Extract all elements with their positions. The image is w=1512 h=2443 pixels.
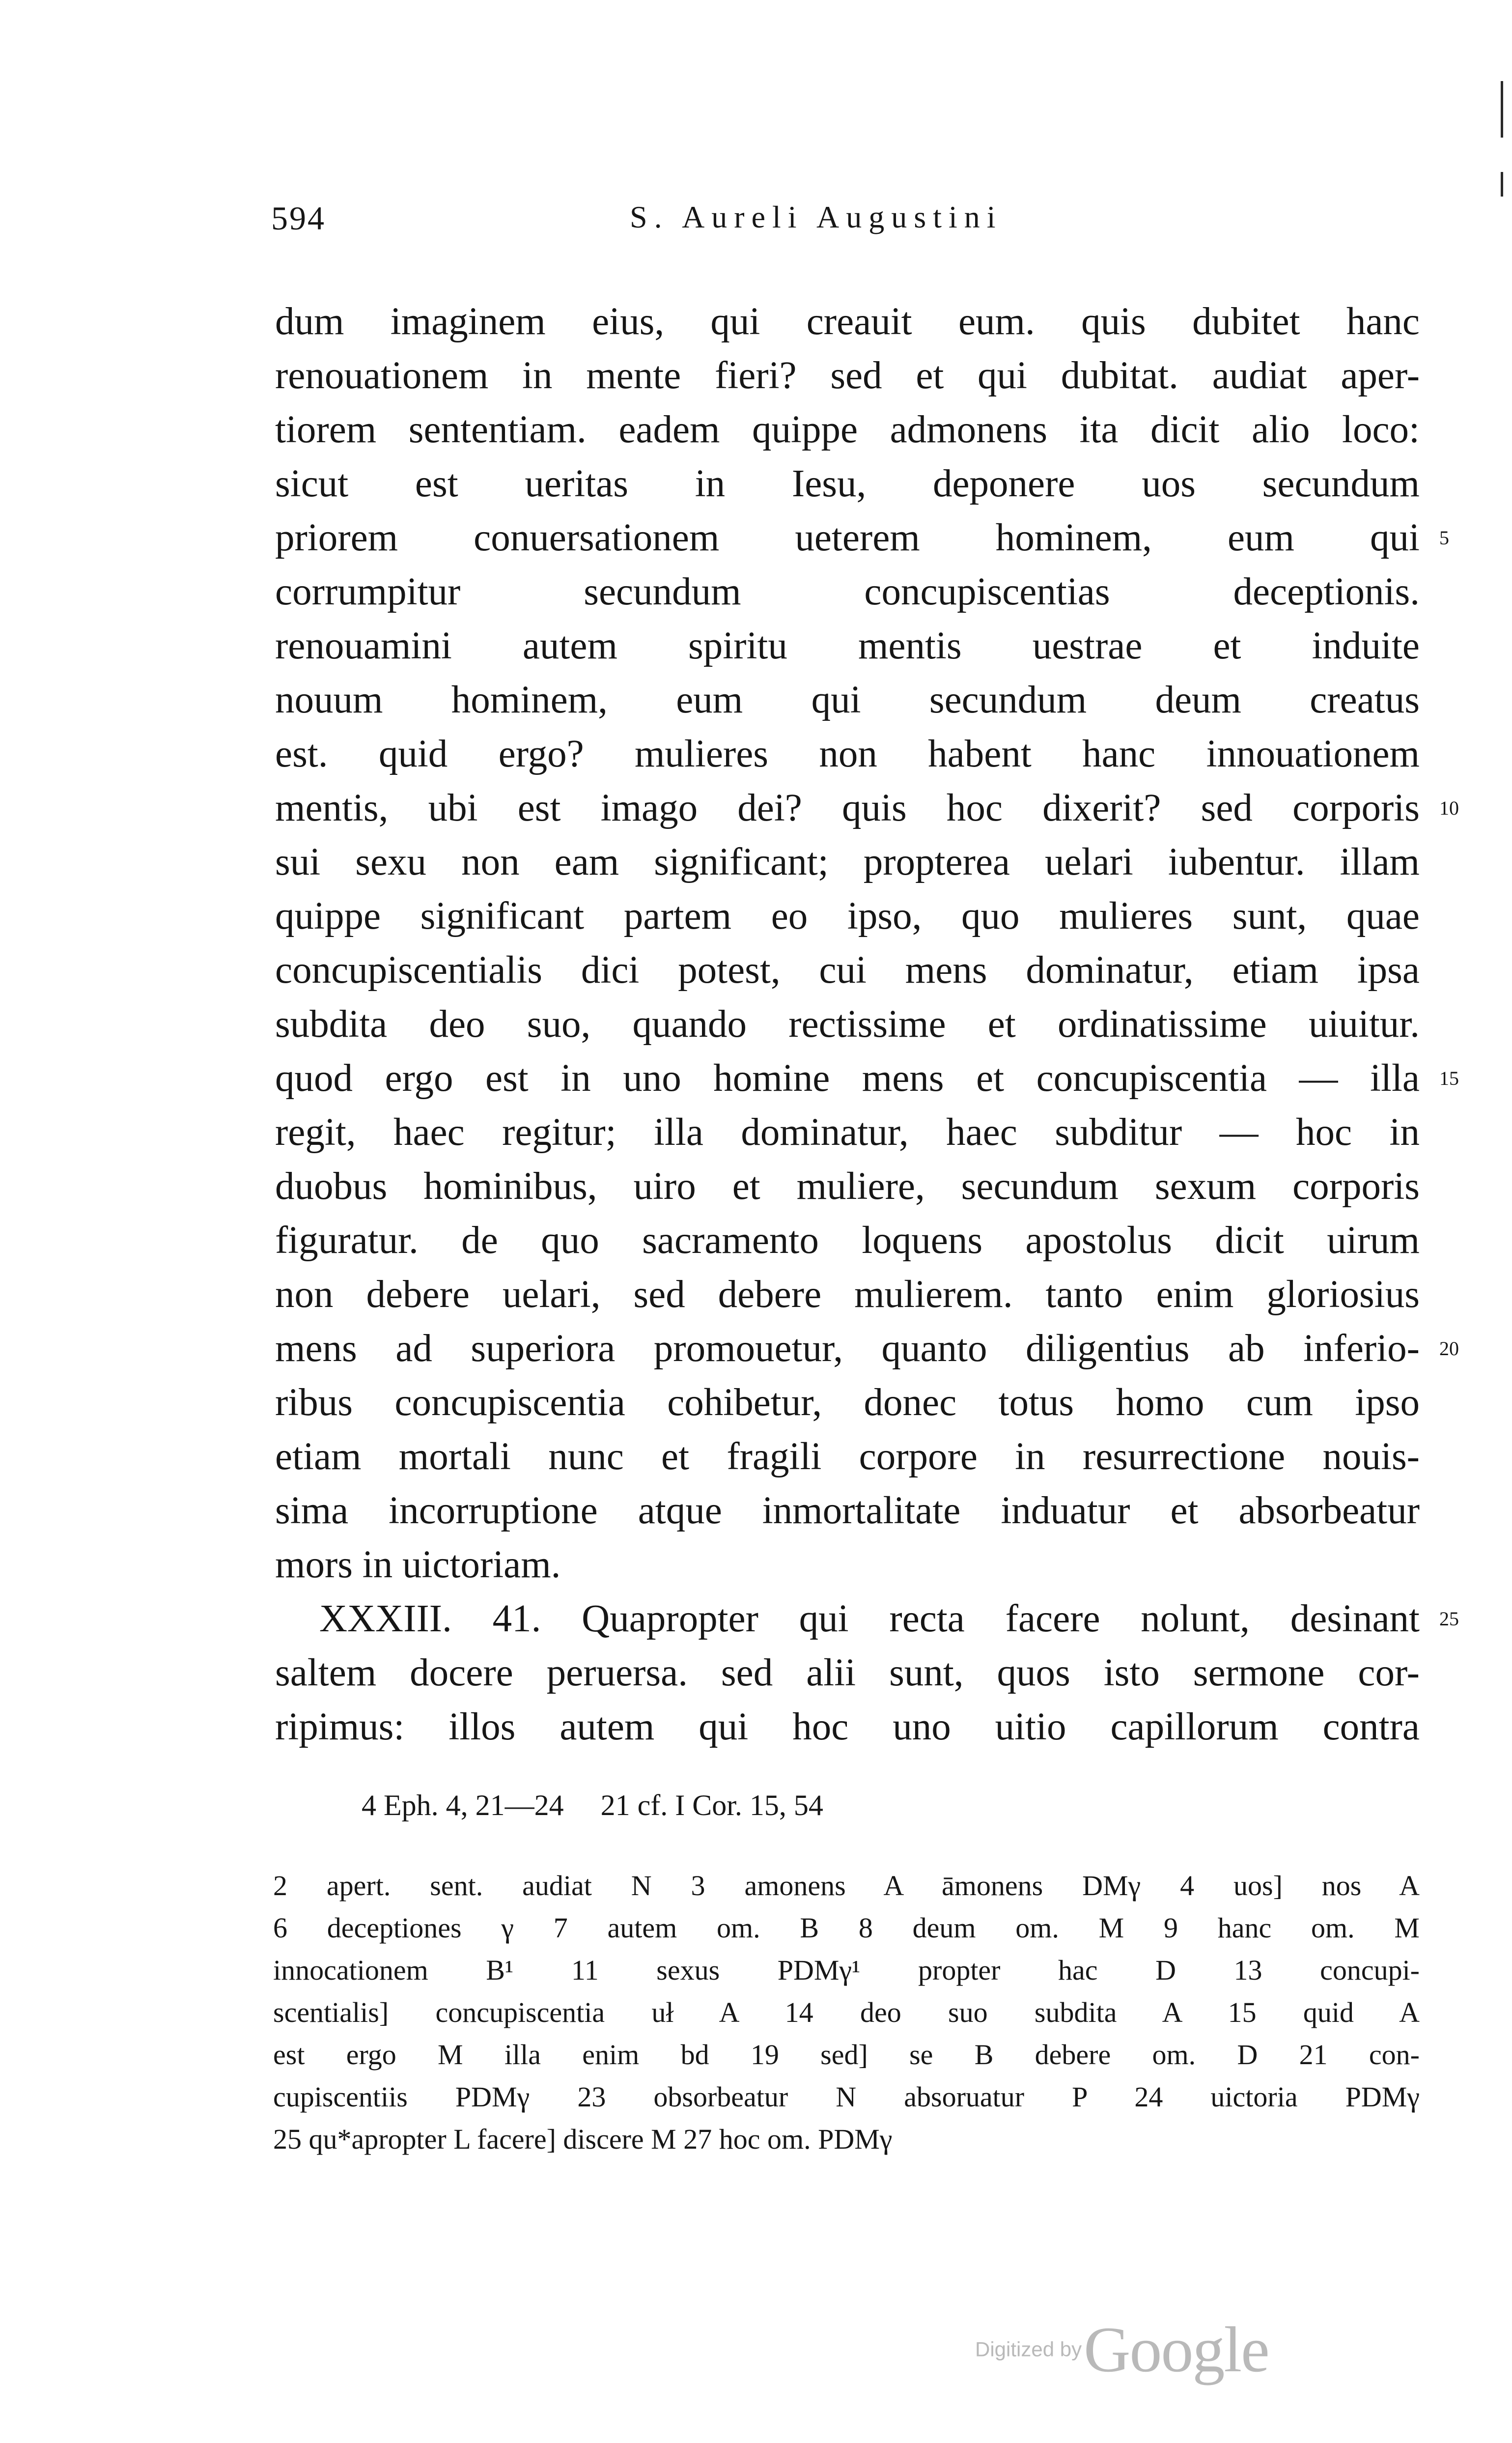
text-line: concupiscentialis dici potest, cui mens dominatur, etiam ipsa bbox=[275, 949, 1420, 992]
text-line: ribus concupiscentia cohibetur, donec totus homo cum ipso bbox=[275, 1381, 1420, 1424]
text-line: dum imaginem eius, qui creauit eum. quis dubitet hanc bbox=[275, 300, 1420, 343]
scripture-citations: 4 Eph. 4, 21—24 21 cf. I Cor. 15, 54 bbox=[362, 1789, 823, 1821]
text-line: etiam mortali nunc et fragili corpore in resurrectione nouis- bbox=[275, 1435, 1420, 1478]
text-line: ripimus: illos autem qui hoc uno uitio capillorum contra bbox=[275, 1705, 1420, 1748]
text-line: quod ergo est in uno homine mens et concupiscentia — illa bbox=[275, 1057, 1420, 1100]
line-number: 25 bbox=[1439, 1608, 1459, 1630]
watermark-prefix: Digitized by bbox=[975, 2337, 1082, 2361]
text-line: quippe significant partem eo ipso, quo mulieres sunt, quae bbox=[275, 895, 1420, 937]
text-line: tiorem sententiam. eadem quippe admonens ita dicit alio loco: bbox=[275, 408, 1420, 451]
text-line: sui sexu non eam significant; propterea uelari iubentur. illam bbox=[275, 841, 1420, 883]
running-title: S. Aureli Augustini bbox=[630, 199, 1003, 234]
page-number: 594 bbox=[271, 199, 326, 237]
text-line: est. quid ergo? mulieres non habent hanc innouationem bbox=[275, 733, 1420, 775]
line-number: 15 bbox=[1439, 1067, 1459, 1089]
apparatus-line: scentialis] concupiscentia uł A 14 deo suo subdita A 15 quid A bbox=[273, 1996, 1420, 2028]
text-line: nouum hominem, eum qui secundum deum creatus bbox=[275, 679, 1420, 721]
scan-edge-mark bbox=[1501, 81, 1503, 138]
line-number: 5 bbox=[1439, 527, 1449, 549]
text-line: saltem docere peruersa. sed alii sunt, quos isto sermone cor- bbox=[275, 1651, 1420, 1694]
apparatus-line: innocationem B¹ 11 sexus PDMγ¹ propter hac D 13 concupi- bbox=[273, 1954, 1420, 1986]
text-line: corrumpitur secundum concupiscentias deceptionis. bbox=[275, 570, 1420, 613]
apparatus-line: cupiscentiis PDMγ 23 obsorbeatur N absoruatur P 24 uictoria PDMγ bbox=[273, 2081, 1420, 2113]
apparatus-line: est ergo M illa enim bd 19 sed] se B debere om. D 21 con- bbox=[273, 2039, 1420, 2071]
text-line: mors in uictoriam. bbox=[275, 1543, 561, 1586]
text-line: figuratur. de quo sacramento loquens apostolus dicit uirum bbox=[275, 1219, 1420, 1262]
apparatus-line: 6 deceptiones γ 7 autem om. B 8 deum om. M 9 hanc om. M bbox=[273, 1912, 1420, 1944]
text-line: sicut est ueritas in Iesu, deponere uos secundum bbox=[275, 462, 1420, 505]
text-line: sima incorruptione atque inmortalitate induatur et absorbeatur bbox=[275, 1489, 1420, 1532]
line-number: 20 bbox=[1439, 1337, 1459, 1360]
google-logo: Google bbox=[1084, 2313, 1269, 2386]
line-number: 10 bbox=[1439, 797, 1459, 819]
text-line: priorem conuersationem ueterem hominem, eum qui bbox=[275, 516, 1420, 559]
text-line: regit, haec regitur; illa dominatur, haec subditur — hoc in bbox=[275, 1111, 1420, 1154]
apparatus-line: 25 qu*apropter L facere] discere M 27 hoc om. PDMγ bbox=[273, 2123, 893, 2155]
text-line: renouamini autem spiritu mentis uestrae et induite bbox=[275, 625, 1420, 667]
text-line: renouationem in mente fieri? sed et qui dubitat. audiat aper- bbox=[275, 354, 1420, 397]
text-line: duobus hominibus, uiro et muliere, secundum sexum corporis bbox=[275, 1165, 1420, 1208]
text-line: subdita deo suo, quando rectissime et ordinatissime uiuitur. bbox=[275, 1003, 1420, 1046]
text-line: non debere uelari, sed debere mulierem. tanto enim gloriosius bbox=[275, 1273, 1420, 1316]
google-watermark bbox=[975, 2312, 1269, 2386]
text-line: XXXIII. 41. Quapropter qui recta facere nolunt, desinant bbox=[319, 1597, 1420, 1640]
apparatus-line: 2 apert. sent. audiat N 3 amonens A āmonens DMγ 4 uos] nos A bbox=[273, 1870, 1420, 1902]
text-line: mentis, ubi est imago dei? quis hoc dixerit? sed corporis bbox=[275, 787, 1420, 829]
text-line: mens ad superiora promouetur, quanto diligentius ab inferio- bbox=[275, 1327, 1420, 1370]
scan-edge-mark bbox=[1501, 172, 1503, 197]
running-head bbox=[0, 199, 1512, 243]
